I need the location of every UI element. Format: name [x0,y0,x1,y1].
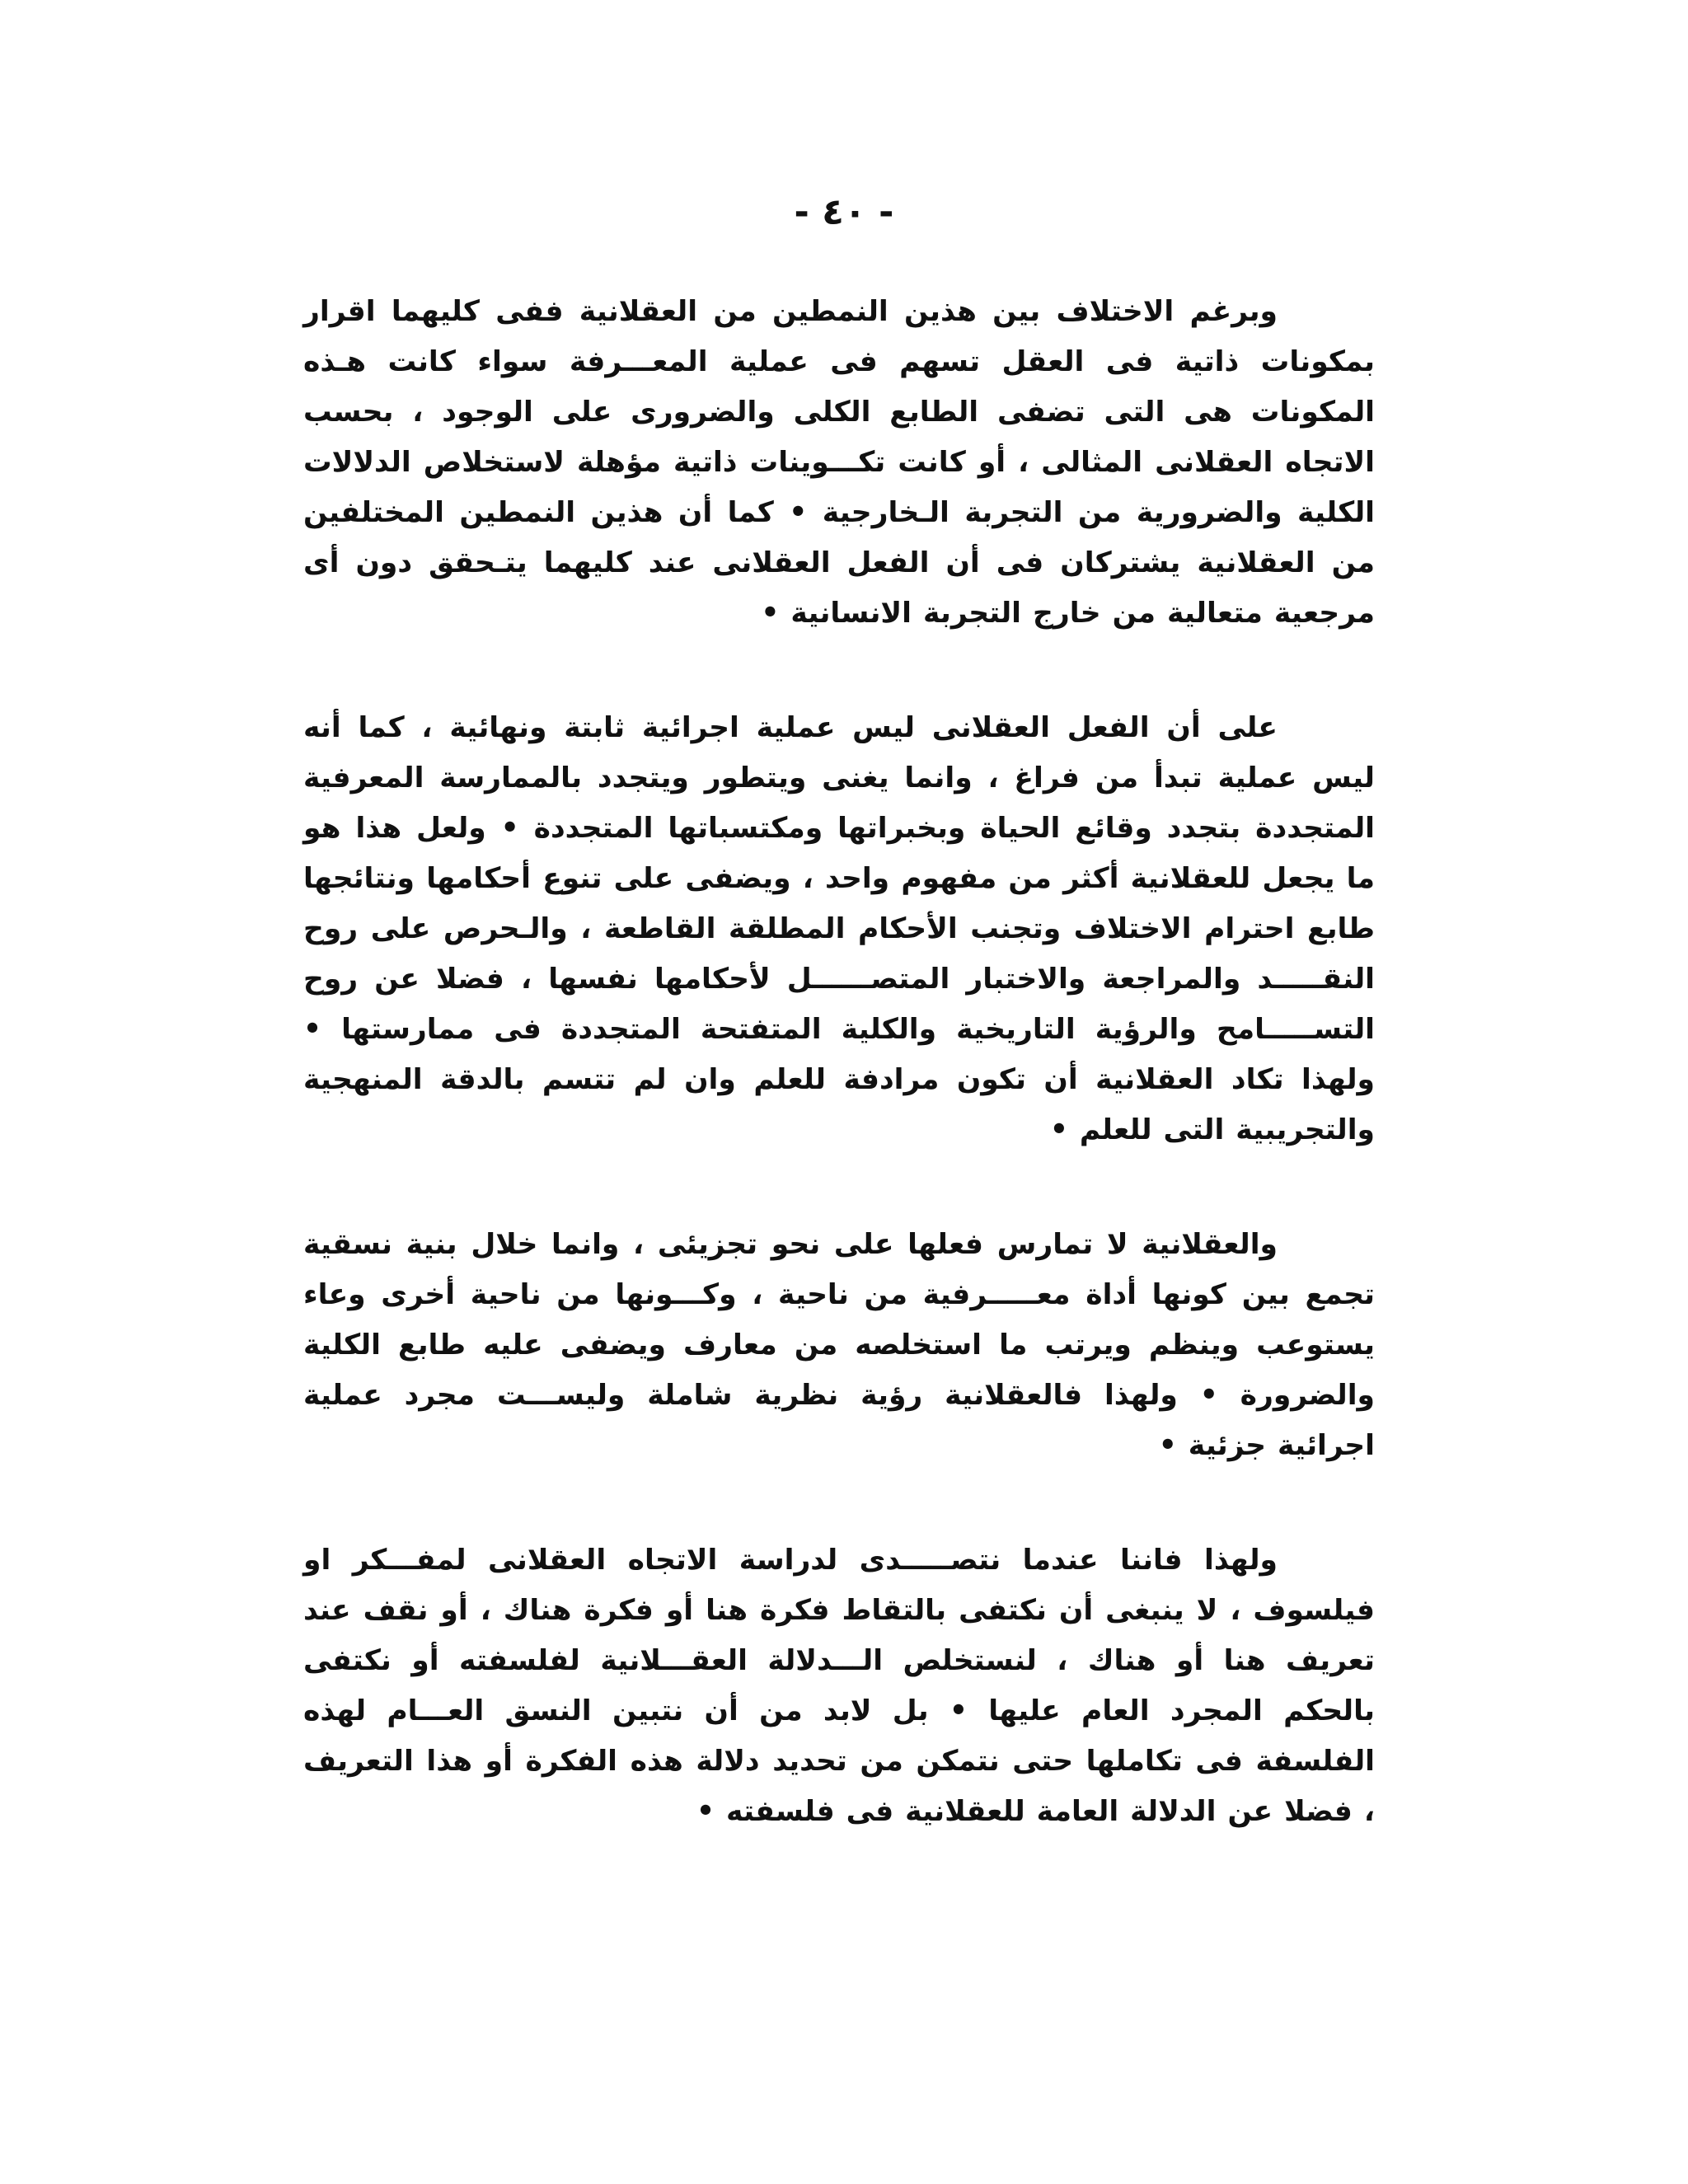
paragraph-2: على أن الفعل العقلانى ليس عملية اجرائية ثابتة ونهائية ، كما أنه ليس عملية تبدأ من فراغ ، وانما يغنى ويتطور ويتجدد بالممارسة المعرفية المتجددة بتجدد وقائع الحياة وبخبراتها ومكتسباتها المتجددة • ولعل هذا هو ما يجعل للعقلانية أكثر من مفهوم واحد ، ويضفى على تنوع أحكامها ونتائجها طابع احترام الاختلاف وتجنب الأحكام المطلقة القاطعة ، والـحرص على روح النقـــــد والمراجعة والاختبار المتصــــــل لأحكامها نفسها ، فضلا عن روح التســـــامح والرؤية التاريخية والكلية المتفتحة المتجددة فى ممارستها • ولهذا تكاد العقلانية أن تكون مرادفة للعلم وان لم تتسم بالدقة المنهجية والتجريبية التى للعلم • [303,711,1375,1146]
paragraph-3: والعقلانية لا تمارس فعلها على نحو تجزيئى ، وانما خلال بنية نسقية تجمع بين كونها أداة معـــــرفية من ناحية ، وكـــونها من ناحية أخرى وعاء يستوعب وينظم ويرتب ما استخلصه من معارف ويضفى عليه طابع الكلية والضرورة • ولهذا فالعقلانية رؤية نظرية شاملة وليســـت مجرد عملية اجرائية جزئية • [303,1228,1375,1462]
paragraph-1: وبرغم الاختلاف بين هذين النمطين من العقلانية ففى كليهما اقرار بمكونات ذاتية فى العقل تسهم فى عملية المعـــرفة سواء كانت هـذه المكونات هى التى تضفى الطابع الكلى والضرورى على الوجود ، بحسب الاتجاه العقلانى المثالى ، أو كانت تكـــوينات ذاتية مؤهلة لاستخلاص الدلالات الكلية والضرورية من التجربة الـخارجية • كما أن هذين النمطين المختلفين من العقلانية يشتركان فى أن الفعل العقلانى عند كليهما يتـحقق دون أى مرجعية متعالية من خارج التجربة الانسانية • [303,295,1375,630]
body-text [303,287,1375,1837]
paragraph-4: ولهذا فاننا عندما نتصـــــدى لدراسة الاتجاه العقلانى لمفـــكر او فيلسوف ، لا ينبغى أن نكتفى بالتقاط فكرة هنا أو فكرة هناك ، أو نقف عند تعريف هنا أو هناك ، لنستخلص الـــدلالة العقـــلانية لفلسفته أو نكتفى بالحكم المجرد العام عليها • بل لابد من أن نتبين النسق العـــام لهذه الفلسفة فى تكاملها حتى نتمكن من تحديد دلالة هذه الفكرة أو هذا التعريف ، فضلا عن الدلالة العامة للعقلانية فى فلسفته • [303,1544,1375,1828]
page-number: - ٤٠ - [794,191,894,233]
